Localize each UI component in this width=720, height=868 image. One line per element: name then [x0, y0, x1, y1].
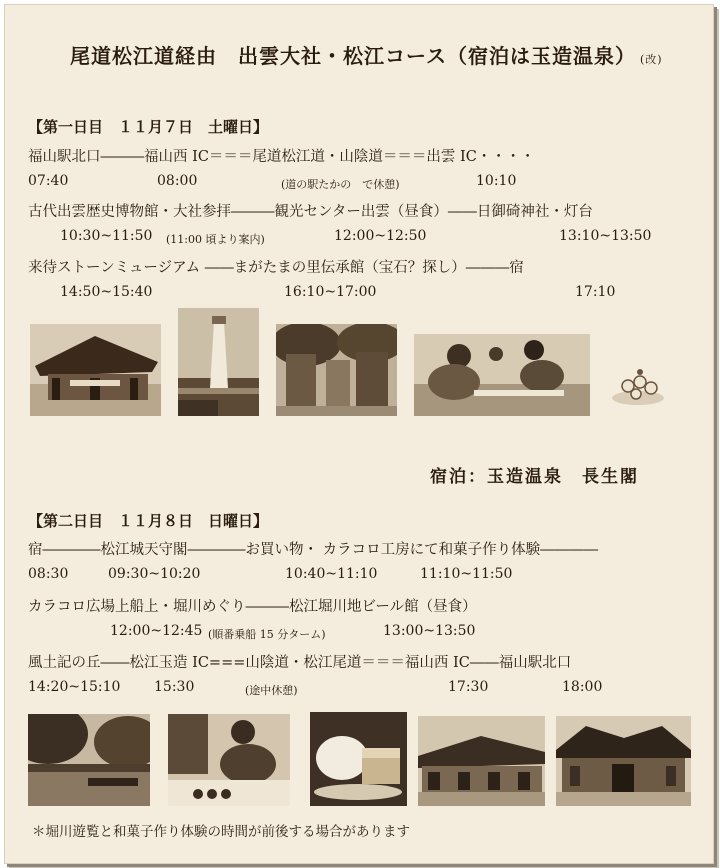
day2-time-1-2: 09:30~10:20 — [108, 566, 201, 582]
day1-route-2: 古代出雲歴史博物館・大社参拝―――観光センター出雲（昼食）――日御碕神社・灯台 — [28, 204, 593, 220]
day1-route-3: 来待ストーンミュージアム ――まがたまの里伝承館（宝石？探し）―――宿 — [28, 260, 524, 276]
day2-time-3-2: 15:30 — [154, 679, 195, 695]
day1-time-3-1: 14:50~15:40 — [60, 284, 153, 300]
stone-museum-photo — [276, 324, 397, 416]
day2-route-1: 宿――――松江城天守閣――――お買い物・ カラコロ工房にて和菓子作り体験―――― — [28, 542, 599, 558]
day1-time-2-1: 10:30~11:50 — [60, 228, 153, 244]
izumo-temple-photo — [556, 716, 691, 806]
day1-time-3-3: 17:10 — [575, 284, 616, 300]
karakoro-square-photo — [418, 716, 545, 806]
day2-time-2-2: 13:00~13:50 — [383, 623, 476, 639]
page-title: 尾道松江道経由 出雲大社・松江コース（宿泊は玉造温泉） (改) — [70, 44, 663, 68]
day2-time-2-1: 12:00~12:45 — [110, 623, 203, 639]
day2-time-3-4: 18:00 — [562, 679, 603, 695]
accommodation-label: 宿泊：玉造温泉 長生閣 — [430, 467, 639, 487]
gem-search-photo — [414, 334, 590, 416]
lighthouse-photo — [178, 308, 259, 416]
title-suffix: (改) — [640, 53, 663, 66]
day1-time-1-3: 10:10 — [476, 173, 517, 189]
day2-time-1-1: 08:30 — [28, 566, 69, 582]
day1-header: 【第一日目 １１月７日 土曜日】 — [28, 118, 269, 136]
day1-time-2-3: 13:10~13:50 — [559, 228, 652, 244]
day2-time-1-4: 11:10~11:50 — [420, 566, 513, 582]
day2-note-2: (順番乗船 15 分ターム) — [208, 628, 326, 641]
day1-note-1: (道の駅たかの で休憩) — [281, 178, 400, 191]
day1-time-1-1: 07:40 — [28, 173, 69, 189]
day2-header: 【第二日目 １１月８日 日曜日】 — [28, 512, 269, 530]
day2-route-3: 風土記の丘――松江玉造 IC===山陰道・松江尾道＝＝＝福山西 IC――福山駅北口 — [28, 655, 572, 671]
day2-time-1-3: 10:40~11:10 — [285, 566, 378, 582]
day1-time-1-2: 08:00 — [157, 173, 198, 189]
day2-route-2: カラコロ広場上船上・堀川めぐり―――松江堀川地ビール館（昼食） — [28, 599, 477, 615]
day2-time-3-1: 14:20~15:10 — [28, 679, 121, 695]
day1-time-2-2: 12:00~12:50 — [334, 228, 427, 244]
horikawa-boat-photo — [28, 714, 150, 806]
wagashi-making-photo — [168, 714, 290, 806]
day1-note-2: (11:00 頃より案内) — [166, 233, 265, 246]
day1-route-1: 福山駅北口―――福山西 IC＝＝＝尾道松江道・山陰道＝＝＝出雲 IC・・・・ — [28, 149, 535, 165]
day1-time-3-2: 16:10~17:00 — [284, 284, 377, 300]
magatama-jewels-photo — [608, 364, 668, 412]
day2-time-3-3: 17:30 — [448, 679, 489, 695]
shrine-photo — [30, 324, 161, 416]
wagashi-sweets-photo — [310, 712, 407, 806]
day2-note-3: (途中休憩) — [245, 684, 298, 697]
footnote: ＊堀川遊覧と和菓子作り体験の時間が前後する場合があります — [32, 824, 410, 840]
